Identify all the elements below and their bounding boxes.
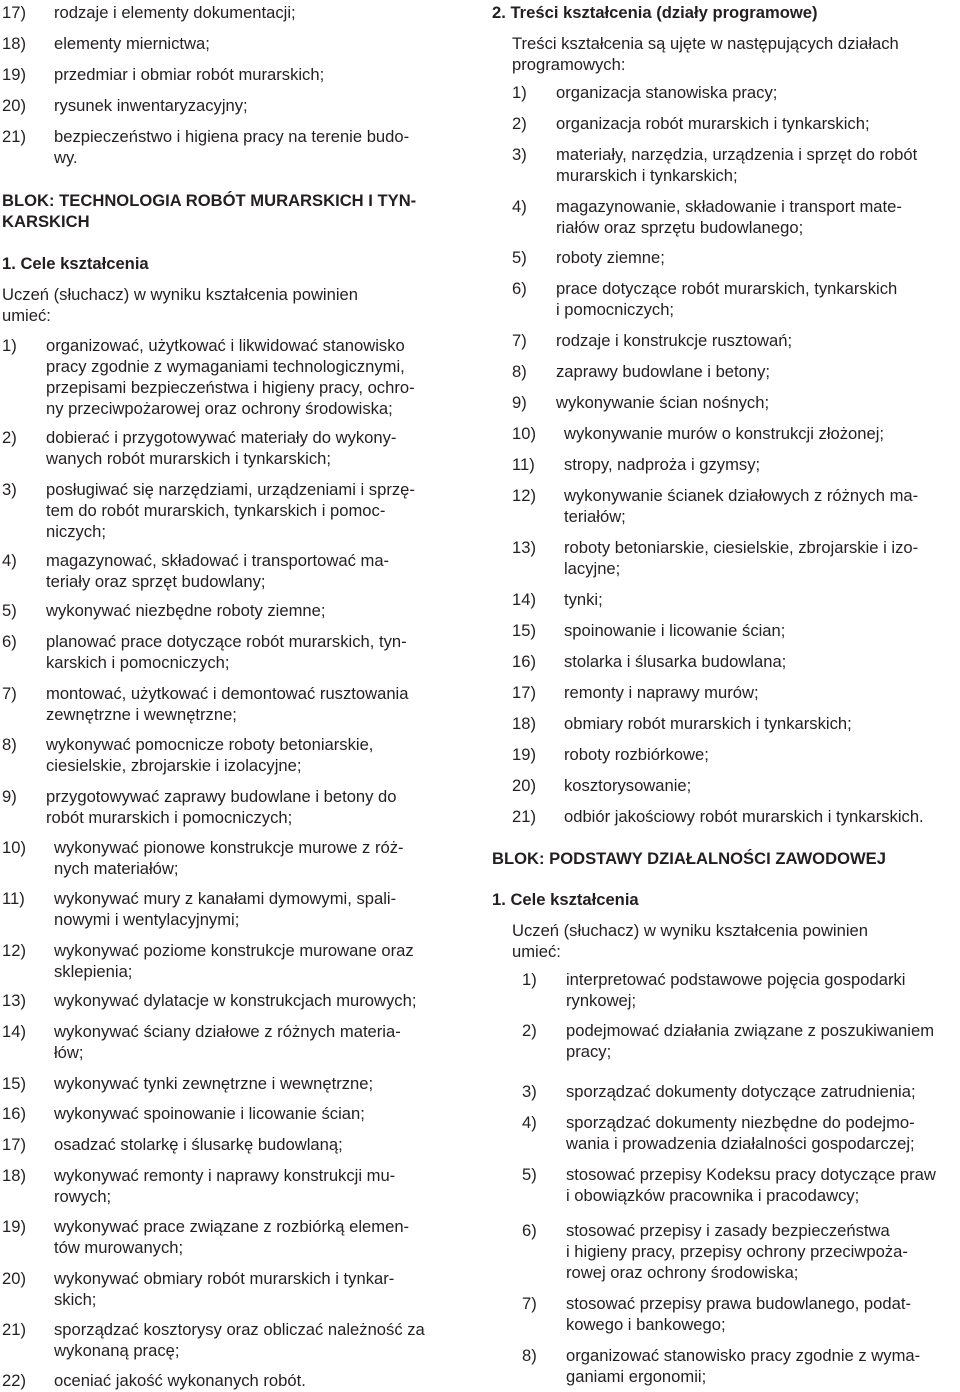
intro-text: umieć: — [512, 942, 561, 961]
list-item-text: i obowiązków pracownika i pracodawcy; — [566, 1186, 860, 1205]
list-number: 5) — [522, 1165, 537, 1184]
list-item-text: stolarka i ślusarka budowlana; — [564, 652, 787, 671]
list-item-text: rowych; — [54, 1187, 112, 1206]
list-item — [2, 1216, 468, 1258]
list-number: 15) — [2, 1074, 26, 1093]
list-number: 12) — [512, 486, 536, 505]
list-item-text: wykonywać obmiary robót murarskich i tynkar- — [54, 1269, 395, 1288]
list-item — [512, 485, 958, 527]
list-number: 7) — [2, 684, 17, 703]
list-item — [2, 1165, 468, 1207]
list-item-text: wykonywać mury z kanałami dymowymi, spali- — [54, 889, 397, 908]
list-item — [2, 1370, 468, 1391]
list-item-text: przedmiar i obmiar robót murarskich; — [54, 65, 325, 84]
list-item-text: niczych; — [46, 522, 106, 541]
list-item-text: stosować przepisy prawa budowlanego, podat- — [566, 1294, 911, 1313]
list-item — [2, 479, 468, 542]
list-number: 2) — [2, 428, 17, 447]
list-item-text: interpretować podstawowe pojęcia gospodarki — [566, 970, 906, 989]
list-item-text: montować, użytkować i demontować rusztowania — [46, 684, 409, 703]
list-item-text: wania i prowadzenia działalności gospodarczej; — [566, 1134, 915, 1153]
list-item-text: magazynowanie, składowanie i transport mate- — [556, 197, 902, 216]
list-number: 13) — [2, 991, 26, 1010]
list-item-text: materiały, narzędzia, urządzenia i sprzęt do robót — [556, 145, 918, 164]
list-item-text: wykonywać niezbędne roboty ziemne; — [46, 601, 326, 620]
list-item-text: zewnętrzne i wewnętrzne; — [46, 705, 237, 724]
list-item — [2, 33, 468, 54]
list-item-text: ny przeciwpożarowej oraz ochrony środowiska; — [46, 399, 393, 418]
intro-text: programowych: — [512, 55, 626, 74]
list-item-text: nowymi i wentylacyjnymi; — [54, 910, 240, 929]
intro-text: Uczeń (słuchacz) w wyniku kształcenia powinien — [512, 921, 868, 940]
section-heading: 1. Cele kształcenia — [492, 890, 639, 909]
list-item — [512, 247, 958, 268]
block-heading: KARSKICH — [2, 212, 90, 231]
block-heading: BLOK: PODSTAWY DZIAŁALNOŚCI ZAWODOWEJ — [492, 849, 886, 868]
list-item — [2, 335, 468, 419]
list-item — [512, 278, 958, 320]
list-item-text: wykonywać poziome konstrukcje murowane oraz — [54, 941, 414, 960]
list-item — [512, 423, 958, 444]
list-number: 13) — [512, 538, 536, 557]
list-number: 5) — [2, 601, 17, 620]
list-item-text: tynki; — [564, 590, 603, 609]
list-item — [2, 888, 468, 930]
list-number: 9) — [512, 393, 527, 412]
list-item — [512, 806, 958, 827]
list-item-text: rysunek inwentaryzacyjny; — [54, 96, 248, 115]
list-item-text: elementy miernictwa; — [54, 34, 210, 53]
list-item-text: łów; — [54, 1043, 84, 1062]
list-number: 22) — [2, 1371, 26, 1390]
list-item-text: skich; — [54, 1290, 97, 1309]
list-number: 16) — [512, 652, 536, 671]
list-number: 7) — [512, 331, 527, 350]
list-number: 7) — [522, 1294, 537, 1313]
list-item-text: spoinowanie i licowanie ścian; — [564, 621, 786, 640]
list-item-text: oceniać jakość wykonanych robót. — [54, 1371, 306, 1390]
list-number: 3) — [512, 145, 527, 164]
list-number: 3) — [2, 480, 17, 499]
list-item-text: stropy, nadproża i gzymsy; — [564, 455, 761, 474]
list-number: 6) — [2, 632, 17, 651]
list-item-text: wykonywać dylatacje w konstrukcjach murowych; — [54, 991, 417, 1010]
list-item — [2, 64, 468, 85]
list-number: 16) — [2, 1104, 26, 1123]
list-item-text: wykonywanie ścian nośnych; — [556, 393, 770, 412]
list-item-text: robót murarskich i pomocniczych; — [46, 808, 293, 827]
list-item-text: podejmować działania związane z poszukiwaniem — [566, 1021, 935, 1040]
list-number: 18) — [512, 714, 536, 733]
section-heading: 2. Treści kształcenia (działy programowe) — [492, 3, 818, 22]
list-number: 10) — [512, 424, 536, 443]
list-number: 17) — [512, 683, 536, 702]
list-number: 8) — [522, 1346, 537, 1365]
list-item-text: ciesielskie, zbrojarskie i izolacyjne; — [46, 756, 302, 775]
list-number: 18) — [2, 1166, 26, 1185]
list-item — [2, 600, 468, 621]
intro-text: Treści kształcenia są ujęte w następujących działach — [512, 34, 899, 53]
list-item — [2, 1134, 468, 1155]
list-item — [512, 537, 958, 579]
list-item-text: wykonywać prace związane z rozbiórką elemen- — [54, 1217, 410, 1236]
list-item — [2, 550, 468, 592]
list-number: 14) — [512, 590, 536, 609]
list-item — [2, 631, 468, 673]
list-item — [2, 940, 468, 982]
list-item — [2, 427, 468, 469]
block-heading: BLOK: TECHNOLOGIA ROBÓT MURARSKICH I TYN- — [2, 191, 417, 210]
list-item-text: magazynować, składować i transportować ma- — [46, 551, 390, 570]
list-item — [2, 837, 468, 879]
list-item — [512, 392, 958, 413]
list-number: 6) — [522, 1221, 537, 1240]
list-number: 11) — [2, 889, 25, 908]
list-item — [512, 651, 958, 672]
list-item-text: posługiwać się narzędziami, urządzeniami i sprzę- — [46, 480, 415, 499]
list-item-text: wykonywać spoinowanie i licowanie ścian; — [54, 1104, 365, 1123]
list-item — [2, 126, 468, 168]
list-item-text: teriałów; — [564, 507, 626, 526]
list-number: 17) — [2, 3, 26, 22]
list-item-text: lacyjne; — [564, 559, 621, 578]
list-number: 21) — [512, 807, 536, 826]
list-item-text: roboty betoniarskie, ciesielskie, zbrojarskie i izo- — [564, 538, 919, 557]
list-item — [2, 1268, 468, 1310]
list-number: 18) — [2, 34, 26, 53]
list-item — [512, 454, 958, 475]
list-item — [512, 682, 958, 703]
list-number: 8) — [512, 362, 527, 381]
section-heading: 1. Cele kształcenia — [2, 254, 149, 273]
list-item — [522, 969, 958, 1011]
list-item-text: przepisami bezpieczeństwa i higieny pracy, ochro- — [46, 378, 415, 397]
list-item-text: odbiór jakościowy robót murarskich i tynkarskich. — [564, 807, 924, 826]
list-item — [512, 144, 958, 186]
list-item — [522, 1220, 958, 1283]
list-number: 1) — [512, 83, 527, 102]
list-item-text: wykonywać pomocnicze roboty betoniarskie, — [46, 735, 374, 754]
list-number: 4) — [2, 551, 17, 570]
list-item-text: wykonaną pracę; — [54, 1341, 180, 1360]
list-item-text: pracy; — [566, 1042, 612, 1061]
list-item-text: rodzaje i konstrukcje rusztowań; — [556, 331, 793, 350]
list-item — [522, 1164, 958, 1206]
list-number: 21) — [2, 1320, 26, 1339]
list-number: 19) — [2, 1217, 26, 1236]
list-number: 20) — [512, 776, 536, 795]
list-item-text: bezpieczeństwo i higiena pracy na terenie budo- — [54, 127, 410, 146]
list-number: 14) — [2, 1022, 26, 1041]
list-item-text: prace dotyczące robót murarskich, tynkarskich — [556, 279, 898, 298]
list-item — [2, 990, 468, 1011]
list-item — [512, 330, 958, 351]
list-number: 5) — [512, 248, 527, 267]
list-item-text: stosować przepisy Kodeksu pracy dotyczące praw — [566, 1165, 936, 1184]
list-number: 3) — [522, 1082, 537, 1101]
list-item — [522, 1345, 958, 1387]
list-item — [2, 1319, 468, 1361]
list-item-text: sporządzać dokumenty dotyczące zatrudnienia; — [566, 1082, 916, 1101]
list-item-text: wykonywanie ścianek działowych z różnych ma- — [564, 486, 919, 505]
list-item — [2, 734, 468, 776]
list-number: 20) — [2, 96, 26, 115]
list-number: 6) — [512, 279, 527, 298]
list-item — [512, 589, 958, 610]
list-item — [2, 2, 468, 23]
list-item-text: organizować stanowisko pracy zgodnie z wyma- — [566, 1346, 921, 1365]
list-item-text: roboty rozbiórkowe; — [564, 745, 709, 764]
list-item-text: planować prace dotyczące robót murarskich, tyn- — [46, 632, 407, 651]
list-number: 4) — [522, 1113, 537, 1132]
list-item-text: rowej oraz ochrony środowiska; — [566, 1263, 799, 1282]
list-number: 1) — [522, 970, 537, 989]
list-number: 2) — [512, 114, 527, 133]
list-item-text: rynkowej; — [566, 991, 637, 1010]
list-item-text: murarskich i tynkarskich; — [556, 166, 738, 185]
list-item-text: kosztorysowanie; — [564, 776, 692, 795]
list-number: 10) — [2, 838, 26, 857]
list-item-text: i higieny pracy, przepisy ochrony przeciwpoża- — [566, 1242, 908, 1261]
list-number: 19) — [512, 745, 536, 764]
list-item-text: osadzać stolarkę i ślusarkę budowlaną; — [54, 1135, 343, 1154]
list-item-text: wykonywać tynki zewnętrzne i wewnętrzne; — [54, 1074, 374, 1093]
list-item-text: rodzaje i elementy dokumentacji; — [54, 3, 296, 22]
list-item — [522, 1293, 958, 1335]
list-item — [512, 113, 958, 134]
list-number: 17) — [2, 1135, 26, 1154]
list-item-text: teriały oraz sprzęt budowlany; — [46, 572, 266, 591]
list-item — [522, 1081, 958, 1102]
list-number: 11) — [512, 455, 535, 474]
intro-text: Uczeń (słuchacz) w wyniku kształcenia powinien — [2, 285, 358, 304]
list-item — [2, 683, 468, 725]
list-item — [512, 196, 958, 238]
list-item — [512, 361, 958, 382]
list-item — [512, 82, 958, 103]
list-item — [522, 1112, 958, 1154]
list-item — [2, 1103, 468, 1124]
list-item-text: obmiary robót murarskich i tynkarskich; — [564, 714, 852, 733]
list-item-text: tów murowanych; — [54, 1238, 184, 1257]
list-item-text: remonty i naprawy murów; — [564, 683, 759, 702]
list-item — [2, 95, 468, 116]
list-item — [522, 1020, 958, 1062]
list-item-text: stosować przepisy i zasady bezpieczeństwa — [566, 1221, 890, 1240]
list-item-text: wy. — [54, 148, 78, 167]
list-number: 19) — [2, 65, 26, 84]
list-item-text: sporządzać kosztorysy oraz obliczać należność za — [54, 1320, 425, 1339]
list-number: 9) — [2, 787, 17, 806]
list-number: 1) — [2, 336, 17, 355]
list-item-text: roboty ziemne; — [556, 248, 665, 267]
list-item-text: i pomocniczych; — [556, 300, 675, 319]
list-item — [512, 713, 958, 734]
list-number: 2) — [522, 1021, 537, 1040]
list-item-text: sporządzać dokumenty niezbędne do podejmo- — [566, 1113, 915, 1132]
list-item-text: wanych robót murarskich i tynkarskich; — [46, 449, 331, 468]
list-item-text: riałów oraz sprzętu budowlanego; — [556, 218, 804, 237]
list-item — [2, 1021, 468, 1063]
list-number: 21) — [2, 127, 26, 146]
list-item — [512, 744, 958, 765]
list-item-text: organizacja robót murarskich i tynkarskich; — [556, 114, 870, 133]
list-item-text: karskich i pomocniczych; — [46, 653, 230, 672]
list-item-text: wykonywanie murów o konstrukcji złożonej; — [564, 424, 885, 443]
list-number: 8) — [2, 735, 17, 754]
list-item-text: pracy zgodnie z wymaganiami technologicznymi, — [46, 357, 405, 376]
list-number: 15) — [512, 621, 536, 640]
intro-text: umieć: — [2, 306, 51, 325]
list-number: 20) — [2, 1269, 26, 1288]
list-number: 4) — [512, 197, 527, 216]
list-item-text: kowego i bankowego; — [566, 1315, 726, 1334]
list-number: 12) — [2, 941, 26, 960]
list-item-text: przygotowywać zaprawy budowlane i betony do — [46, 787, 397, 806]
list-item-text: nych materiałów; — [54, 859, 179, 878]
list-item-text: tem do robót murarskich, tynkarskich i pomoc- — [46, 501, 386, 520]
list-item-text: wykonywać ściany działowe z różnych materia- — [54, 1022, 401, 1041]
list-item — [2, 1073, 468, 1094]
list-item-text: organizować, użytkować i likwidować stanowisko — [46, 336, 405, 355]
list-item-text: wykonywać remonty i naprawy konstrukcji mu- — [54, 1166, 396, 1185]
list-item-text: organizacja stanowiska pracy; — [556, 83, 778, 102]
list-item-text: sklepienia; — [54, 962, 133, 981]
list-item-text: zaprawy budowlane i betony; — [556, 362, 771, 381]
list-item-text: wykonywać pionowe konstrukcje murowe z róż- — [54, 838, 404, 857]
list-item — [512, 620, 958, 641]
list-item-text: ganiami ergonomii; — [566, 1367, 707, 1386]
list-item — [512, 775, 958, 796]
list-item — [2, 786, 468, 828]
list-item-text: dobierać i przygotowywać materiały do wykony- — [46, 428, 397, 447]
